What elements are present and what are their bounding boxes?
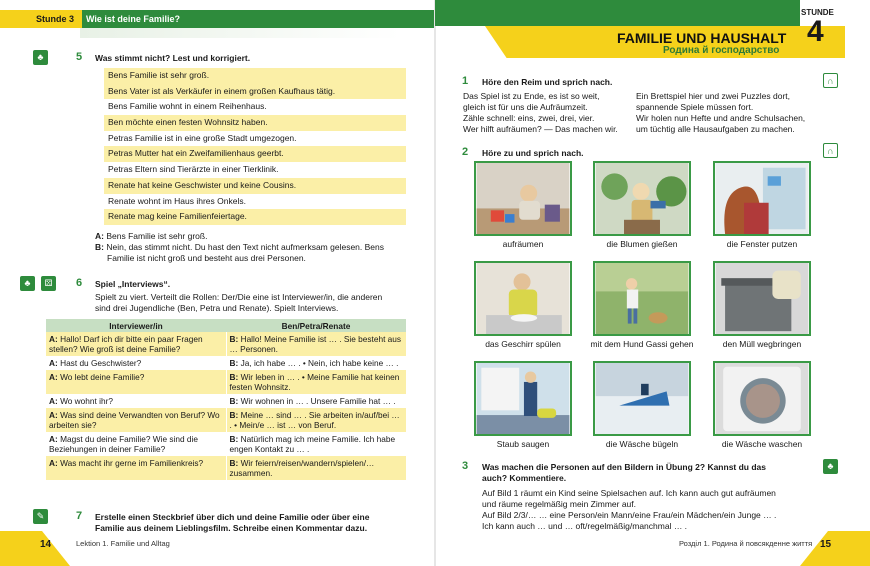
page-number: 14 bbox=[40, 539, 52, 550]
table-row: A: Was sind deine Verwandten von Beruf? Wo arbeiten sie? B: Meine … sind … . Sie arbeiten in/auf/bei … . • Mein/e … ist … von Beruf. bbox=[46, 408, 406, 432]
game-icon: ⚄ bbox=[41, 276, 56, 291]
lesson-label: Stunde 3 bbox=[36, 14, 75, 24]
caption: die Wäsche waschen bbox=[721, 439, 803, 449]
photo-walking-dog bbox=[593, 261, 691, 336]
exercise-5-title: Was stimmt nicht? Lest und korrigiert. bbox=[95, 53, 251, 63]
exercise-3-number: 3 bbox=[462, 460, 469, 472]
caption: mit dem Hund Gassi gehen bbox=[590, 339, 694, 349]
right-page bbox=[435, 0, 870, 566]
exercise-5-number: 5 bbox=[76, 51, 83, 63]
caption: die Fenster putzen bbox=[726, 239, 798, 249]
statement: Petras Mutter hat ein Zweifamilienhaus geerbt. bbox=[104, 146, 406, 162]
exercise-1-title: Höre den Reim und sprich nach. bbox=[482, 77, 613, 87]
unit-subtitle: Родина й господарство bbox=[663, 45, 780, 56]
photo-washing-laundry bbox=[713, 361, 811, 436]
table-row: A: Wo wohnt ihr? B: Wir wohnen in … . Unsere Familie hat … . bbox=[46, 394, 406, 408]
photo-cleaning-windows bbox=[713, 161, 811, 236]
photo-tidying bbox=[474, 161, 572, 236]
page-number: 15 bbox=[820, 539, 832, 550]
unit-title: FAMILIE UND HAUSHALT bbox=[617, 30, 787, 46]
caption: aufräumen bbox=[502, 239, 544, 249]
table-row: A: Was macht ihr gerne im Familienkreis? B: Wir feiern/reisen/wandern/spielen/… zusammen. bbox=[46, 456, 406, 480]
statement: Renate wohnt im Haus ihres Onkels. bbox=[108, 195, 246, 206]
footer-section: Розділ 1. Родина й повсякденне життя bbox=[679, 539, 813, 548]
column-header-teenagers: Ben/Petra/Renate bbox=[226, 319, 406, 332]
column-header-interviewer: Interviewer/in bbox=[46, 319, 226, 332]
statement: Bens Familie wohnt in einem Reihenhaus. bbox=[108, 101, 267, 112]
statement: Renate hat keine Geschwister und keine Cousins. bbox=[104, 178, 406, 194]
photo-taking-out-trash bbox=[713, 261, 811, 336]
example-dialogue: A: Bens Familie ist sehr groß. B: Nein, das stimmt nicht. Du hast den Text nicht aufmerksam gelesen. Bens Familie ist nicht groß und besteht aus drei Personen. bbox=[95, 231, 384, 263]
lesson-topic: Wie ist deine Familie? bbox=[86, 14, 180, 24]
exercise-6-number: 6 bbox=[76, 277, 83, 289]
interview-table bbox=[46, 319, 406, 480]
table-row: A: Wo lebt deine Familie? B: Wir leben in … . • Meine Familie hat keinen festen Wohnsitz. bbox=[46, 370, 406, 394]
caption: die Wäsche bügeln bbox=[605, 439, 679, 449]
exercise-3-title: Was machen die Personen auf den Bildern in Übung 2? Kannst du das auch? Kommentiere. bbox=[482, 462, 767, 483]
headphones-icon: ∩ bbox=[823, 73, 838, 88]
rhyme-left: Das Spiel ist zu Ende, es ist so weit, gleich ist für uns die Aufräumzeit. Zähle schnell: eins, zwei, drei, vier. Wer hilft aufräumen? — Das machen wir. bbox=[463, 91, 618, 134]
table-row: A: Magst du deine Familie? Wie sind die Beziehungen in deiner Familie? B: Natürlich mag ich meine Familie. Ich habe engen Kontakt zu … . bbox=[46, 432, 406, 456]
photo-watering-flowers bbox=[593, 161, 691, 236]
caption: den Müll wegbringen bbox=[722, 339, 802, 349]
statement: Petras Familie ist in eine große Stadt umgezogen. bbox=[108, 132, 297, 143]
footer-lesson: Lektion 1. Familie und Alltag bbox=[76, 539, 170, 548]
statements-list bbox=[104, 68, 406, 225]
photo-vacuuming bbox=[474, 361, 572, 436]
group-work-icon: ♣ bbox=[20, 276, 35, 291]
left-header bbox=[0, 10, 435, 28]
statement: Bens Vater ist als Verkäufer in einem großen Kaufhaus tätig. bbox=[104, 84, 406, 100]
rhyme-right: Ein Brettspiel hier und zwei Puzzles dort, spannende Spiele müssen fort. Wir holen nun Hefte und andre Schulsachen, um tüchtig alle Hausaufgaben zu machen. bbox=[636, 91, 806, 134]
statement: Renate mag keine Familienfeiertage. bbox=[104, 209, 406, 225]
statement: Ben möchte einen festen Wohnsitz haben. bbox=[104, 115, 406, 131]
caption: die Blumen gießen bbox=[606, 239, 678, 249]
exercise-1-number: 1 bbox=[462, 75, 469, 87]
exercise-2-number: 2 bbox=[462, 146, 469, 158]
statement: Bens Familie ist sehr groß. bbox=[104, 68, 406, 84]
caption: Staub saugen bbox=[496, 439, 550, 449]
exercise-7-number: 7 bbox=[76, 510, 83, 522]
photo-washing-dishes bbox=[474, 261, 572, 336]
table-row: A: Hast du Geschwister? B: Ja, ich habe … . • Nein, ich habe keine … . bbox=[46, 356, 406, 370]
caption: das Geschirr spülen bbox=[485, 339, 561, 349]
statement: Petras Eltern sind Tierärzte in einer Tierklinik. bbox=[108, 164, 279, 175]
exercise-6-title: Spiel „Interviews“. bbox=[95, 279, 171, 289]
exercise-3-text: Auf Bild 1 räumt ein Kind seine Spielsachen auf. Ich kann auch gut aufräumen und räume regelmäßig mein Zimmer auf. Auf Bild 2/3/… … eine Person/ein Mann/eine Frau/ein Mädchen/ein Junge … . Ich kann auch … und … oft/regelmäßig/manchmal … . bbox=[482, 488, 777, 531]
exercise-2-title: Höre zu und sprich nach. bbox=[482, 148, 584, 158]
headphones-icon: ∩ bbox=[823, 143, 838, 158]
table-row: A: Hallo! Darf ich dir bitte ein paar Fragen stellen? Wie groß ist deine Familie? B: Hallo! Meine Familie ist … . Sie besteht aus … Personen. bbox=[46, 332, 406, 356]
writing-icon: ✎ bbox=[33, 509, 48, 524]
exercise-7-task: Erstelle einen Steckbrief über dich und deine Familie oder über eine Familie aus deinem Lieblingsfilm. Schreibe einen Kommentar dazu. bbox=[95, 512, 370, 533]
pair-work-icon: ♣ bbox=[33, 50, 48, 65]
photo-ironing bbox=[593, 361, 691, 436]
pair-work-icon: ♣ bbox=[823, 459, 838, 474]
exercise-6-intro: Spielt zu viert. Verteilt die Rollen: Der/Die eine ist Interviewer/in, die anderen sind drei Jugendliche (Ben, Petra und Renate). Spielt Interviews. bbox=[95, 292, 383, 313]
lesson-badge: STUNDE 4 bbox=[801, 8, 834, 48]
